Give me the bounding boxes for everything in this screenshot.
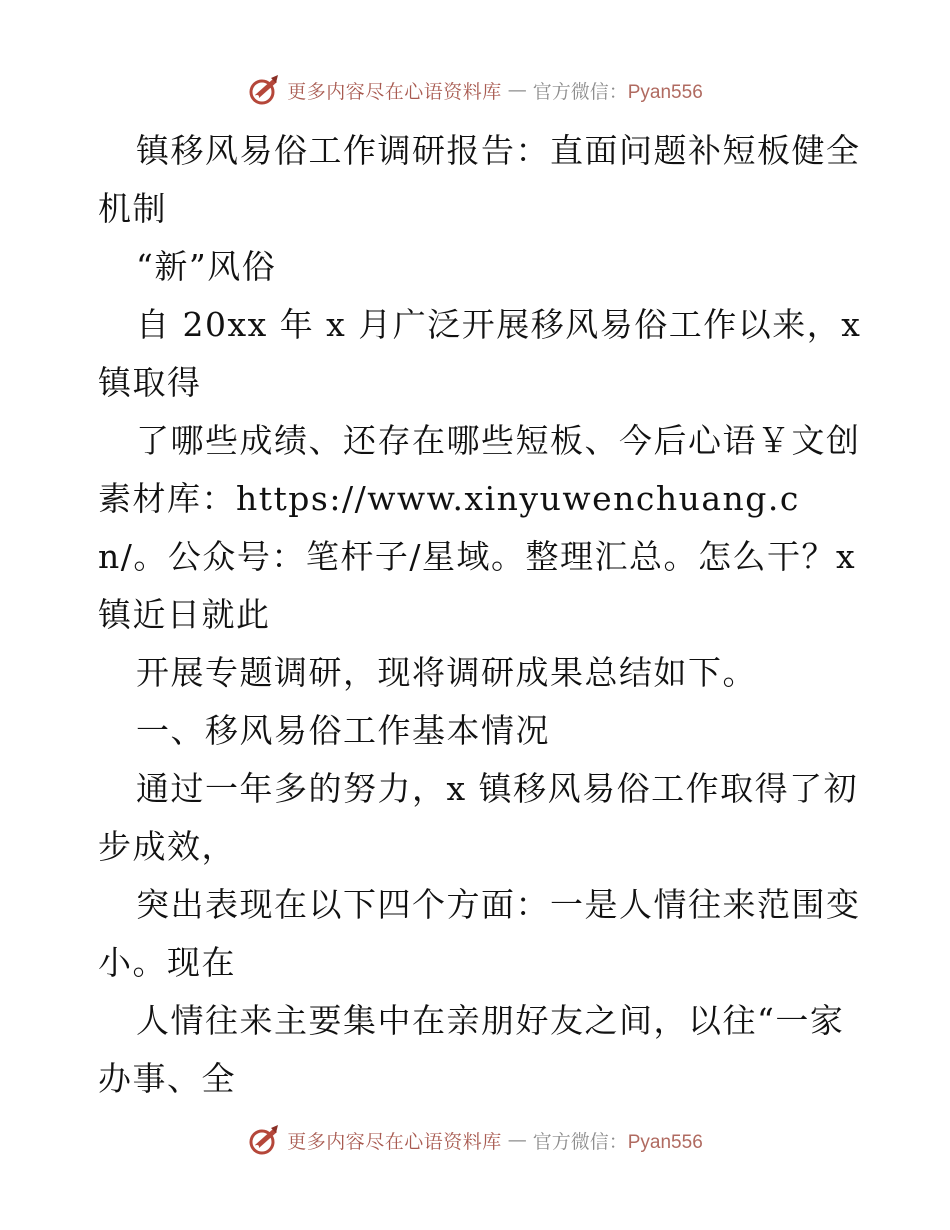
footer-banner <box>0 1120 950 1160</box>
header-banner <box>0 70 950 110</box>
pen-logo-icon <box>247 73 281 107</box>
banner-separator: — <box>507 79 527 101</box>
banner-slogan: 更多内容尽在心语资料库 <box>287 80 502 103</box>
paragraph: 突出表现在以下四个方面：一是人情往来范围变小。现在 <box>98 885 861 982</box>
paragraph: “新”风俗 <box>136 247 277 286</box>
paragraph: 自 20xx 年 x 月广泛开展移风易俗工作以来，x 镇取得 <box>98 305 862 402</box>
banner-contact-id: Pyan556 <box>627 81 703 103</box>
document-body <box>98 122 868 1108</box>
banner-contact <box>533 77 703 104</box>
banner-slogan: 更多内容尽在心语资料库 <box>287 1130 502 1153</box>
banner-contact-label: 官方微信： <box>532 80 628 103</box>
pen-logo-icon <box>247 1123 281 1157</box>
paragraph: 通过一年多的努力，x 镇移风易俗工作取得了初步成效， <box>98 769 859 866</box>
paragraph: 人情往来主要集中在亲朋好友之间，以往“一家办事、全 <box>98 1001 845 1098</box>
paragraph: 开展专题调研，现将调研成果总结如下。 <box>136 653 757 692</box>
section-heading: 一、移风易俗工作基本情况 <box>136 711 550 750</box>
banner-separator: — <box>507 1129 527 1151</box>
banner-contact <box>533 1127 703 1154</box>
banner-contact-id: Pyan556 <box>627 1131 703 1153</box>
paragraph: 了哪些成绩、还存在哪些短板、今后心语￥文创素材库：https://www.xinyuwenchuang.cn/。公众号：笔杆子/星域。整理汇总。怎么干？x 镇近日就此 <box>98 421 861 634</box>
banner-contact-label: 官方微信： <box>532 1130 628 1153</box>
document-title: 镇移风易俗工作调研报告：直面问题补短板健全机制 <box>98 131 861 228</box>
